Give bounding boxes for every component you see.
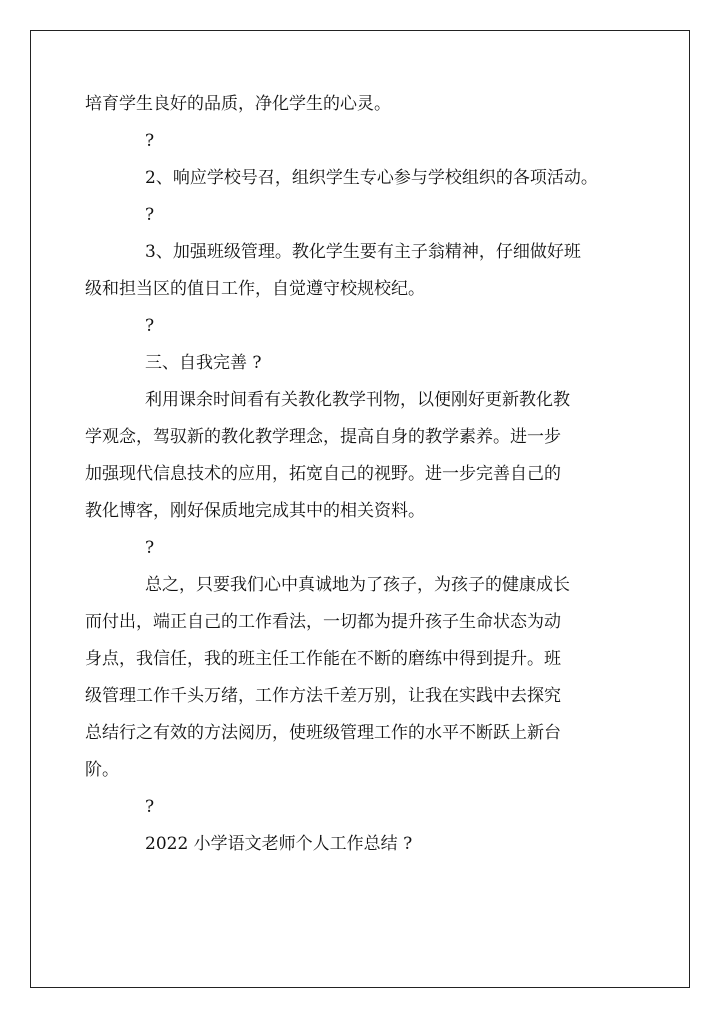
text-line: 3、加强班级管理。教化学生要有主子翁精神，仔细做好班	[145, 242, 581, 262]
document-body	[85, 86, 635, 863]
text-line: 2、响应学校号召，组织学生专心参与学校组织的各项活动。	[145, 168, 598, 188]
text-line: 级和担当区的值日工作，自觉遵守校规校纪。	[85, 279, 425, 299]
text-line: 级管理工作千头万绪，工作方法千差万别，让我在实践中去探究	[85, 686, 561, 706]
text-line: 阶。	[85, 760, 119, 780]
text-line: 教化博客，刚好保质地完成其中的相关资料。	[85, 501, 425, 521]
text-line: ?	[145, 538, 155, 558]
text-line: 总之，只要我们心中真诚地为了孩子，为孩子的健康成长	[145, 575, 570, 595]
text-line: ?	[145, 316, 155, 336]
text-line: ?	[145, 131, 155, 151]
section-heading: 三、自我完善 ?	[145, 353, 262, 373]
text-line: 总结行之有效的方法阅历，使班级管理工作的水平不断跃上新台	[85, 723, 561, 743]
document-title-line: 2022 小学语文老师个人工作总结 ?	[145, 834, 413, 854]
text-line: 加强现代信息技术的应用，拓宽自己的视野。进一步完善自己的	[85, 464, 561, 484]
text-line: 利用课余时间看有关教化教学刊物，以便刚好更新教化教	[145, 390, 570, 410]
text-line: 而付出，端正自己的工作看法，一切都为提升孩子生命状态为动	[85, 612, 561, 632]
text-line: 学观念，驾驭新的教化教学理念，提高自身的教学素养。进一步	[85, 427, 561, 447]
text-line: ?	[145, 797, 155, 817]
text-line: ?	[145, 205, 155, 225]
text-line: 培育学生良好的品质，净化学生的心灵。	[85, 94, 391, 114]
text-line: 身点，我信任，我的班主任工作能在不断的磨练中得到提升。班	[85, 649, 561, 669]
